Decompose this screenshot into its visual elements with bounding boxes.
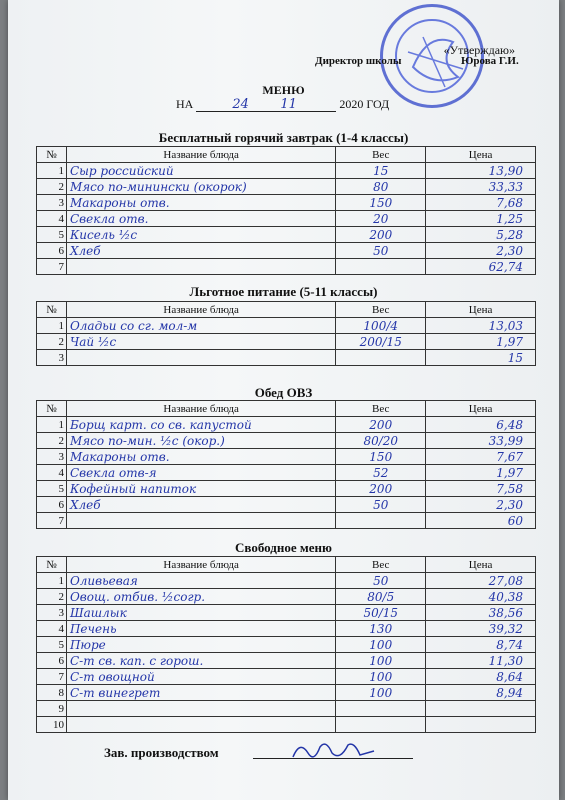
dish-weight-cell: [336, 573, 426, 589]
dish-name: Кисель ½с: [69, 227, 138, 242]
dish-name-cell: [66, 211, 335, 227]
table-header-row: [37, 302, 536, 318]
table-row: [37, 605, 536, 621]
dish-price-cell: [426, 481, 536, 497]
dish-name-cell: [66, 669, 335, 685]
dish-weight-cell: [336, 717, 426, 733]
dish-price: 1,97: [496, 465, 523, 480]
dish-name: Борщ карт. со св. капустой: [69, 417, 252, 432]
dish-price: 33,33: [488, 179, 523, 194]
dish-weight-cell: [336, 481, 426, 497]
dish-weight: 100: [369, 669, 393, 684]
dish-price-cell: [426, 513, 536, 529]
table-row: [37, 637, 536, 653]
dish-price-cell: [426, 318, 536, 334]
dish-name-cell: [66, 318, 335, 334]
dish-name: Макароны отв.: [69, 195, 170, 210]
col-price-header: Цена: [426, 401, 536, 417]
dish-weight-cell: [336, 243, 426, 259]
menu-table: [36, 400, 536, 529]
col-weight-header: Вес: [336, 557, 426, 573]
dish-name-cell: [66, 449, 335, 465]
dish-name: Чай ½с: [69, 334, 117, 349]
menu-table: [36, 146, 536, 275]
dish-name: Мясо по-минински (окорок): [69, 179, 247, 194]
dish-price-cell: [426, 573, 536, 589]
dish-name-cell: [66, 513, 335, 529]
dish-weight-cell: [336, 433, 426, 449]
row-number-cell: 3: [37, 605, 67, 621]
dish-weight-cell: [336, 637, 426, 653]
row-number-cell: 4: [37, 621, 67, 637]
dish-price-cell: [426, 259, 536, 275]
row-number-cell: 7: [37, 259, 67, 275]
date-field: [196, 97, 336, 112]
table-row: [37, 433, 536, 449]
table-row: [37, 701, 536, 717]
table-row: [37, 334, 536, 350]
dish-weight-cell: [336, 621, 426, 637]
menu-table: [36, 556, 536, 733]
dish-name-cell: [66, 243, 335, 259]
dish-weight: 52: [373, 465, 389, 480]
date-day: 24: [232, 97, 249, 112]
col-price-header: Цена: [426, 557, 536, 573]
col-num-header: №: [37, 401, 67, 417]
dish-price: 8,64: [496, 669, 523, 684]
row-number-cell: 9: [37, 701, 67, 717]
dish-name-cell: [66, 589, 335, 605]
dish-name: Кофейный напиток: [69, 481, 197, 496]
dish-price: 15: [507, 350, 523, 365]
dish-price-cell: [426, 417, 536, 433]
dish-weight: 50: [373, 497, 389, 512]
col-num-header: №: [37, 557, 67, 573]
dish-price-cell: [426, 701, 536, 717]
row-number-cell: 10: [37, 717, 67, 733]
table-header-row: [37, 401, 536, 417]
dish-weight: 130: [369, 621, 393, 636]
dish-weight: 200: [369, 227, 393, 242]
dish-weight: 15: [373, 163, 389, 178]
row-number-cell: 6: [37, 653, 67, 669]
dish-weight: 100: [369, 653, 393, 668]
col-weight-header: Вес: [336, 401, 426, 417]
dish-weight-cell: [336, 513, 426, 529]
dish-name-cell: [66, 701, 335, 717]
row-number-cell: 1: [37, 318, 67, 334]
dish-price: 13,03: [488, 318, 523, 333]
dish-name: Печень: [69, 621, 117, 636]
dish-weight: 100: [369, 685, 393, 700]
dish-name-cell: [66, 163, 335, 179]
row-number-cell: 5: [37, 481, 67, 497]
dish-price: 1,97: [496, 334, 523, 349]
dish-weight-cell: [336, 497, 426, 513]
dish-weight: 150: [369, 449, 393, 464]
dish-name-cell: [66, 685, 335, 701]
row-number-cell: 1: [37, 573, 67, 589]
dish-price-cell: [426, 334, 536, 350]
col-price-header: Цена: [426, 147, 536, 163]
dish-name-cell: [66, 637, 335, 653]
dish-price-cell: [426, 243, 536, 259]
section-title: Льготное питание (5-11 классы): [189, 284, 378, 299]
dish-name: Свекла отв.: [69, 211, 149, 226]
dish-weight-cell: [336, 334, 426, 350]
col-name-header: Название блюда: [66, 401, 335, 417]
table-row: [37, 621, 536, 637]
dish-price: 13,90: [488, 163, 523, 178]
dish-weight-cell: [336, 163, 426, 179]
dish-price: 62,74: [488, 259, 523, 274]
dish-weight-cell: [336, 350, 426, 366]
table-row: [37, 513, 536, 529]
table-row: [37, 227, 536, 243]
dish-weight: 200: [369, 481, 393, 496]
dish-name: Свекла отв-я: [69, 465, 157, 480]
row-number-cell: 5: [37, 637, 67, 653]
row-number-cell: 2: [37, 589, 67, 605]
menu-date: [176, 97, 389, 112]
dish-name-cell: [66, 259, 335, 275]
dish-weight-cell: [336, 211, 426, 227]
dish-weight: 100: [369, 637, 393, 652]
dish-price-cell: [426, 637, 536, 653]
approval-label: «Утверждаю»: [443, 43, 515, 57]
dish-name-cell: [66, 465, 335, 481]
dish-weight-cell: [336, 605, 426, 621]
dish-weight: 50: [373, 243, 389, 258]
dish-weight-cell: [336, 653, 426, 669]
row-number-cell: 1: [37, 163, 67, 179]
menu-title: МЕНЮ: [262, 83, 305, 97]
dish-price-cell: [426, 433, 536, 449]
row-number-cell: 3: [37, 195, 67, 211]
dish-weight: 50: [373, 573, 389, 588]
dish-name-cell: [66, 605, 335, 621]
table-header-row: [37, 557, 536, 573]
row-number-cell: 2: [37, 334, 67, 350]
dish-price-cell: [426, 350, 536, 366]
dish-name: Хлеб: [69, 497, 101, 512]
table-row: [37, 211, 536, 227]
dish-weight-cell: [336, 449, 426, 465]
dish-weight-cell: [336, 685, 426, 701]
table-row: [37, 179, 536, 195]
dish-weight: 200/15: [359, 334, 402, 349]
col-price-header: Цена: [426, 302, 536, 318]
dish-name-cell: [66, 179, 335, 195]
dish-price: 6,48: [496, 417, 523, 432]
dish-price: 38,56: [488, 605, 523, 620]
dish-price: 2,30: [496, 497, 523, 512]
dish-price-cell: [426, 685, 536, 701]
table-row: [37, 259, 536, 275]
dish-name: Пюре: [69, 637, 106, 652]
dish-weight-cell: [336, 179, 426, 195]
row-number-cell: 5: [37, 227, 67, 243]
dish-price: 8,74: [496, 637, 523, 652]
dish-weight: 100/4: [363, 318, 399, 333]
dish-weight-cell: [336, 701, 426, 717]
table-row: [37, 465, 536, 481]
table-row: [37, 589, 536, 605]
dish-name: С-т овощной: [69, 669, 155, 684]
table-row: [37, 669, 536, 685]
dish-name-cell: [66, 573, 335, 589]
dish-name: Макароны отв.: [69, 449, 170, 464]
director-name: Юрова Г.И.: [461, 55, 519, 67]
dish-price: 39,32: [488, 621, 523, 636]
table-row: [37, 573, 536, 589]
dish-name-cell: [66, 227, 335, 243]
row-number-cell: 3: [37, 449, 67, 465]
col-name-header: Название блюда: [66, 557, 335, 573]
col-name-header: Название блюда: [66, 147, 335, 163]
dish-price-cell: [426, 669, 536, 685]
dish-price: 2,30: [496, 243, 523, 258]
row-number-cell: 4: [37, 465, 67, 481]
dish-price-cell: [426, 449, 536, 465]
dish-name: С-т винегрет: [69, 685, 161, 700]
date-month: 11: [280, 97, 297, 112]
col-name-header: Название блюда: [66, 302, 335, 318]
dish-weight: 150: [369, 195, 393, 210]
dish-price: 27,08: [488, 573, 523, 588]
table-row: [37, 497, 536, 513]
row-number-cell: 6: [37, 497, 67, 513]
row-number-cell: 6: [37, 243, 67, 259]
table-row: [37, 717, 536, 733]
dish-price: 33,99: [488, 433, 523, 448]
dish-weight-cell: [336, 195, 426, 211]
dish-name-cell: [66, 621, 335, 637]
dish-weight-cell: [336, 417, 426, 433]
dish-price: 5,28: [496, 227, 523, 242]
row-number-cell: 4: [37, 211, 67, 227]
table-row: [37, 481, 536, 497]
dish-price-cell: [426, 497, 536, 513]
dish-name: Шашлык: [69, 605, 127, 620]
section-title: Свободное меню: [235, 540, 332, 555]
dish-weight: 80: [373, 179, 389, 194]
dish-price: 7,67: [496, 449, 523, 464]
dish-price-cell: [426, 163, 536, 179]
section-title: Бесплатный горячий завтрак (1-4 классы): [158, 130, 409, 145]
dish-price: 7,68: [496, 195, 523, 210]
dish-name-cell: [66, 195, 335, 211]
table-row: [37, 163, 536, 179]
signature-mark: [288, 735, 378, 765]
section-title: Обед ОВЗ: [254, 385, 313, 400]
dish-price: 8,94: [496, 685, 523, 700]
dish-name-cell: [66, 417, 335, 433]
dish-weight: 50/15: [363, 605, 399, 620]
dish-name-cell: [66, 334, 335, 350]
row-number-cell: 8: [37, 685, 67, 701]
dish-weight: 20: [373, 211, 389, 226]
dish-name: Оладьи со сг. мол-м: [69, 318, 198, 333]
director-label: Директор школы: [315, 55, 402, 67]
dish-price-cell: [426, 653, 536, 669]
table-row: [37, 685, 536, 701]
dish-name-cell: [66, 481, 335, 497]
dish-name: Овощ. отбив. ½согр.: [69, 589, 206, 604]
dish-price-cell: [426, 589, 536, 605]
table-row: [37, 449, 536, 465]
dish-name-cell: [66, 497, 335, 513]
dish-name-cell: [66, 653, 335, 669]
dish-name: Хлеб: [69, 243, 101, 258]
dish-price-cell: [426, 179, 536, 195]
row-number-cell: 3: [37, 350, 67, 366]
dish-name: Оливьевая: [69, 573, 138, 588]
table-row: [37, 653, 536, 669]
document-page: [8, 0, 559, 800]
dish-weight: 80/5: [367, 589, 395, 604]
table-header-row: [37, 147, 536, 163]
dish-price: 7,58: [496, 481, 523, 496]
dish-weight: 200: [369, 417, 393, 432]
dish-price-cell: [426, 211, 536, 227]
table-row: [37, 195, 536, 211]
dish-weight-cell: [336, 259, 426, 275]
dish-weight-cell: [336, 465, 426, 481]
row-number-cell: 2: [37, 179, 67, 195]
dish-price-cell: [426, 195, 536, 211]
row-number-cell: 2: [37, 433, 67, 449]
date-year-label: 2020 ГОД: [339, 97, 390, 111]
dish-price-cell: [426, 717, 536, 733]
dish-price: 1,25: [496, 211, 523, 226]
dish-name-cell: [66, 350, 335, 366]
dish-weight-cell: [336, 318, 426, 334]
dish-name: Сыр российский: [69, 163, 174, 178]
menu-table: [36, 301, 536, 366]
row-number-cell: 7: [37, 513, 67, 529]
footer-label: Зав. производством: [104, 745, 219, 760]
col-weight-header: Вес: [336, 147, 426, 163]
dish-weight-cell: [336, 669, 426, 685]
dish-name-cell: [66, 433, 335, 449]
dish-price-cell: [426, 465, 536, 481]
dish-weight: 80/20: [363, 433, 399, 448]
table-row: [37, 243, 536, 259]
dish-weight-cell: [336, 589, 426, 605]
table-row: [37, 417, 536, 433]
dish-price: 11,30: [488, 653, 523, 668]
row-number-cell: 1: [37, 417, 67, 433]
dish-name-cell: [66, 717, 335, 733]
col-num-header: №: [37, 302, 67, 318]
table-row: [37, 318, 536, 334]
dish-price-cell: [426, 227, 536, 243]
dish-name: С-т св. кап. с горош.: [69, 653, 204, 668]
date-on-label: НА: [176, 97, 194, 111]
col-num-header: №: [37, 147, 67, 163]
col-weight-header: Вес: [336, 302, 426, 318]
dish-price-cell: [426, 621, 536, 637]
dish-price: 60: [507, 513, 523, 528]
row-number-cell: 7: [37, 669, 67, 685]
dish-price: 40,38: [488, 589, 523, 604]
dish-weight-cell: [336, 227, 426, 243]
dish-name: Мясо по-мин. ½с (окор.): [69, 433, 225, 448]
dish-price-cell: [426, 605, 536, 621]
table-row: [37, 350, 536, 366]
